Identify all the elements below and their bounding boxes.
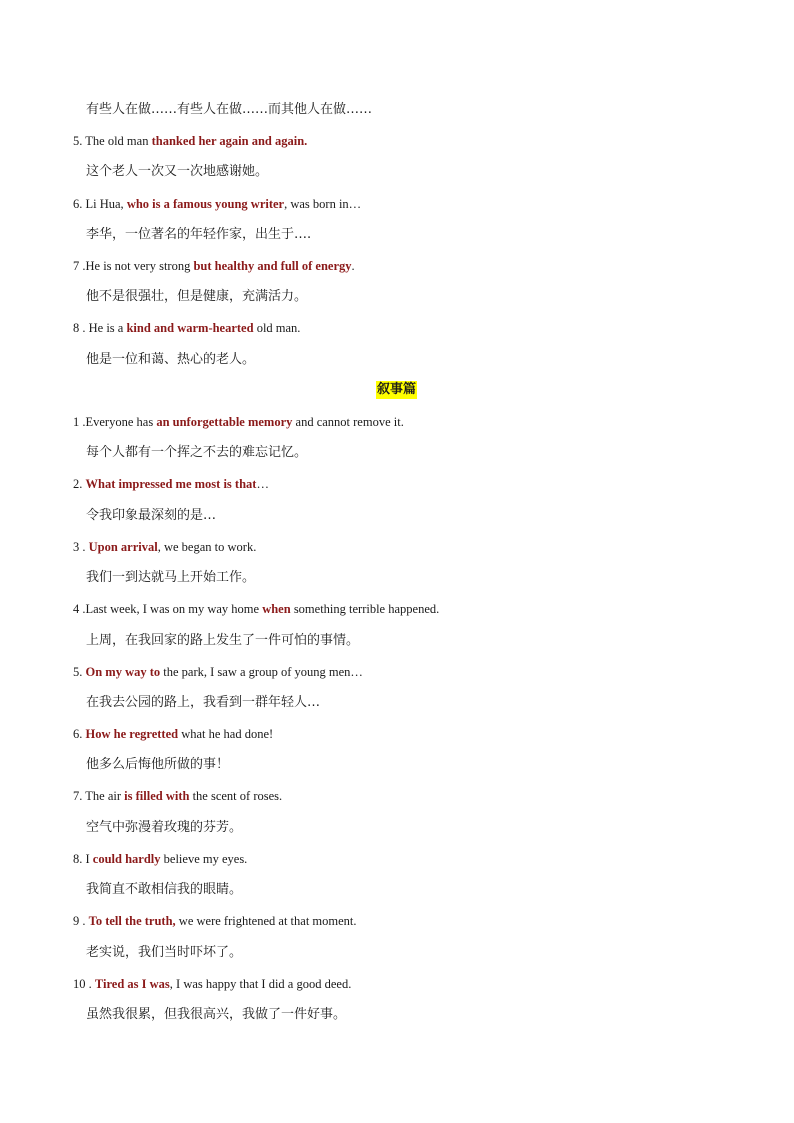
highlighted-phrase: who is a famous young writer (126, 197, 285, 211)
translation-6a: 李华，一位著名的年轻作家，出生于…. (86, 227, 312, 242)
sentence-6a (73, 196, 361, 212)
sentence-text: the scent of roses. (189, 789, 283, 803)
translation-7: 空气中弥漫着玫瑰的芬芳。 (86, 820, 243, 835)
translation-4: 上周，在我回家的路上发生了一件可怕的事情。 (86, 633, 360, 648)
translation-5: 在我去公园的路上，我看到一群年轻人… (86, 695, 321, 710)
sentence-2 (73, 476, 269, 492)
highlighted-phrase: Tired as I was (94, 977, 170, 991)
highlighted-phrase: but healthy and full of energy (193, 259, 352, 273)
sentence-text: 1 .Everyone has (73, 415, 157, 429)
translation-3: 我们一到达就马上开始工作。 (86, 570, 256, 585)
sentence-text: 6. Li Hua, (73, 197, 127, 211)
translation-7a: 他不是很强壮，但是健康，充满活力。 (86, 289, 308, 304)
sentence-3 (73, 539, 256, 555)
sentence-text: and cannot remove it. (292, 415, 404, 429)
intro-translation: 有些人在做……有些人在做……而其他人在做…… (86, 102, 373, 117)
sentence-text: 7 .He is not very strong (73, 259, 194, 273)
sentence-text: 10 . (73, 977, 95, 991)
highlighted-phrase: kind and warm-hearted (126, 321, 254, 335)
highlighted-phrase: an unforgettable memory (156, 415, 293, 429)
sentence-5a (73, 133, 307, 149)
sentence-text: something terrible happened. (290, 602, 440, 616)
sentence-text: , I was happy that I did a good deed. (169, 977, 352, 991)
sentence-text: 8 . He is a (73, 321, 127, 335)
sentence-text: 4 .Last week, I was on my way home (73, 602, 263, 616)
sentence-text: 7. The air (73, 789, 125, 803)
sentence-6 (73, 726, 273, 742)
highlighted-phrase: could hardly (92, 852, 161, 866)
highlighted-phrase: How he regretted (85, 727, 179, 741)
sentence-text: 5. The old man (73, 134, 152, 148)
sentence-text: what he had done! (178, 727, 274, 741)
sentence-text: … (256, 477, 269, 491)
highlighted-phrase: is filled with (124, 789, 190, 803)
section-heading: 叙事篇 (377, 382, 417, 397)
sentence-1 (73, 414, 404, 430)
sentence-text: believe my eyes. (160, 852, 248, 866)
sentence-text: 9 . (73, 914, 89, 928)
sentence-text: the park, I saw a group of young men… (160, 665, 363, 679)
sentence-text: 3 . (73, 540, 89, 554)
highlighted-phrase: On my way to (85, 665, 161, 679)
sentence-text: we were frightened at that moment. (175, 914, 357, 928)
sentence-text: 6. (73, 727, 86, 741)
sentence-text: . (351, 259, 355, 273)
translation-6: 他多么后悔他所做的事！ (86, 757, 230, 772)
highlighted-phrase: What impressed me most is that (85, 477, 257, 491)
translation-2: 令我印象最深刻的是… (86, 508, 217, 523)
sentence-text: , was born in… (284, 197, 362, 211)
highlighted-phrase: thanked her again and again. (151, 134, 308, 148)
sentence-7 (73, 788, 282, 804)
sentence-text: old man. (253, 321, 301, 335)
sentence-4 (73, 601, 439, 617)
sentence-8 (73, 851, 247, 867)
sentence-7a (73, 258, 355, 274)
highlighted-phrase: when (262, 602, 291, 616)
sentence-9 (73, 913, 357, 929)
translation-10: 虽然我很累，但我很高兴，我做了一件好事。 (86, 1007, 347, 1022)
sentence-text: 2. (73, 477, 86, 491)
translation-5a: 这个老人一次又一次地感谢她。 (86, 164, 269, 179)
translation-8a: 他是一位和蔼、热心的老人。 (86, 352, 256, 367)
sentence-text: , we began to work. (157, 540, 257, 554)
translation-8: 我简直不敢相信我的眼睛。 (86, 882, 243, 897)
sentence-text: 8. I (73, 852, 93, 866)
sentence-text: 5. (73, 665, 86, 679)
translation-1: 每个人都有一个挥之不去的难忘记忆。 (86, 445, 308, 460)
sentence-5 (73, 664, 363, 680)
highlighted-phrase: To tell the truth, (88, 914, 176, 928)
sentence-10 (73, 976, 351, 992)
highlighted-phrase: Upon arrival (88, 540, 158, 554)
translation-9: 老实说，我们当时吓坏了。 (86, 945, 243, 960)
sentence-8a (73, 320, 300, 336)
